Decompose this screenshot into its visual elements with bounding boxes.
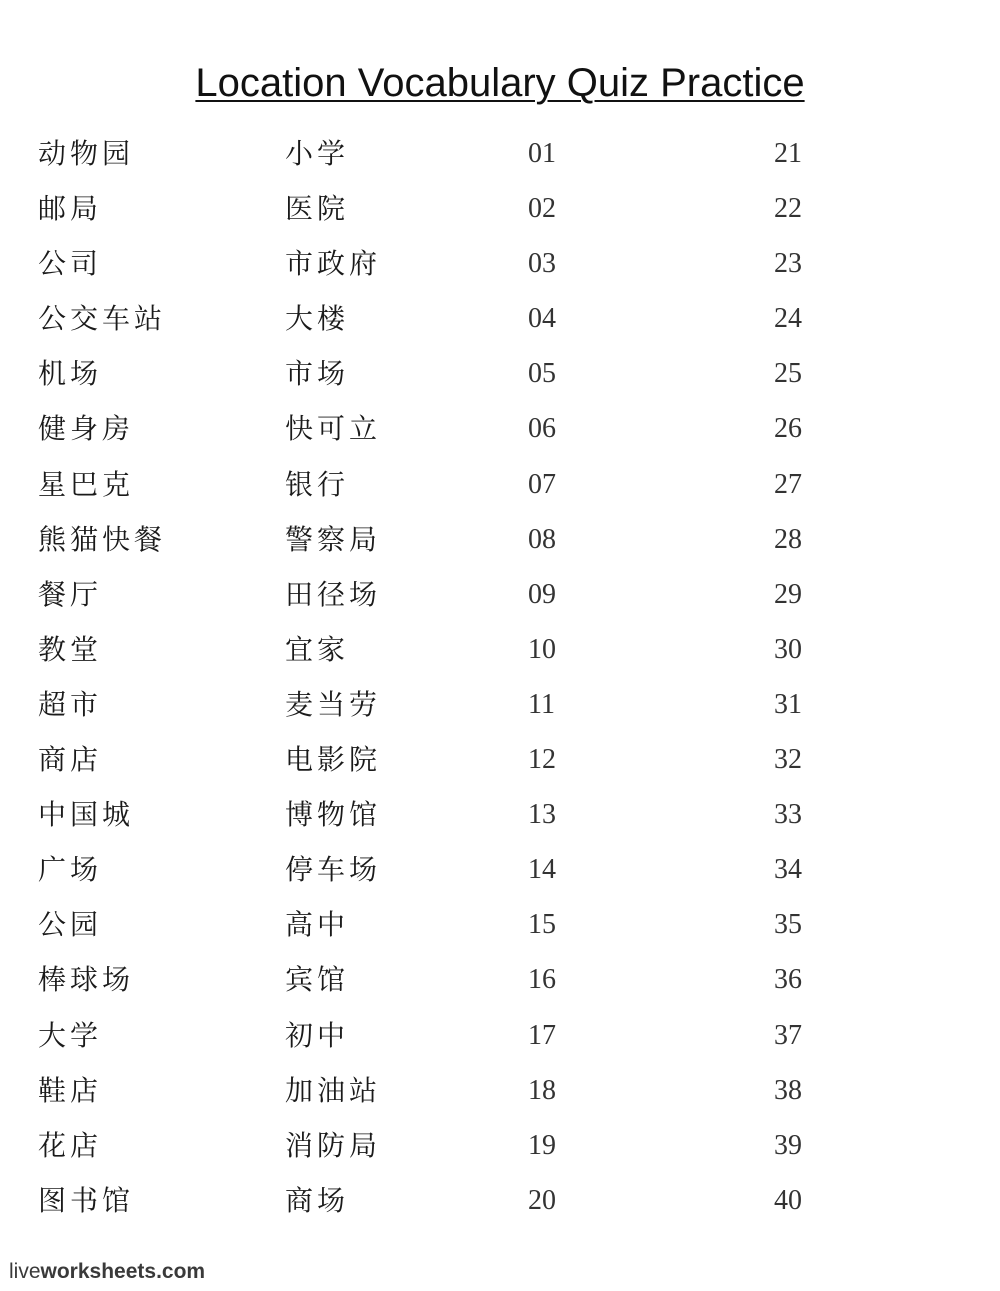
answer-number: 40 bbox=[774, 1184, 802, 1216]
vocab-word: 停车场 bbox=[285, 853, 382, 887]
vocab-word: 博物馆 bbox=[285, 798, 382, 832]
vocab-word: 快可立 bbox=[285, 412, 382, 446]
answer-number: 30 bbox=[774, 633, 802, 665]
vocab-row bbox=[0, 459, 1000, 514]
vocab-row bbox=[0, 238, 1000, 293]
answer-number: 04 bbox=[528, 303, 556, 335]
answer-number: 35 bbox=[774, 909, 802, 941]
vocab-word: 中国城 bbox=[38, 798, 135, 832]
vocab-word: 餐厅 bbox=[38, 577, 103, 611]
answer-number: 34 bbox=[774, 854, 802, 886]
answer-number: 24 bbox=[774, 303, 802, 335]
vocab-row bbox=[0, 128, 1000, 183]
answer-number: 09 bbox=[528, 578, 556, 610]
vocab-row bbox=[0, 1120, 1000, 1175]
answer-number: 10 bbox=[528, 633, 556, 665]
vocab-row bbox=[0, 844, 1000, 899]
vocab-word: 消防局 bbox=[285, 1128, 382, 1162]
vocab-word: 大楼 bbox=[285, 302, 350, 336]
vocab-word: 超市 bbox=[38, 687, 103, 721]
answer-number: 16 bbox=[528, 964, 556, 996]
answer-number: 08 bbox=[528, 523, 556, 555]
answer-number: 11 bbox=[528, 688, 555, 720]
logo-brand: worksheets bbox=[40, 1260, 157, 1283]
liveworksheets-logo bbox=[9, 1258, 205, 1286]
vocab-word: 小学 bbox=[285, 137, 350, 170]
vocab-row bbox=[0, 734, 1000, 789]
answer-number: 19 bbox=[528, 1129, 556, 1161]
vocab-row bbox=[0, 403, 1000, 458]
vocab-row bbox=[0, 514, 1000, 569]
vocab-word: 机场 bbox=[38, 357, 103, 391]
answer-number: 31 bbox=[774, 688, 802, 720]
vocab-word: 医院 bbox=[285, 192, 350, 226]
answer-number: 18 bbox=[528, 1074, 556, 1106]
vocab-word: 商店 bbox=[38, 743, 103, 777]
vocab-row bbox=[0, 1065, 1000, 1120]
vocab-word: 邮局 bbox=[38, 192, 103, 226]
answer-number: 37 bbox=[774, 1019, 802, 1051]
vocab-word: 健身房 bbox=[38, 412, 135, 446]
vocab-row bbox=[0, 789, 1000, 844]
vocab-word: 动物园 bbox=[38, 137, 135, 170]
vocabulary-grid bbox=[0, 128, 1000, 1230]
answer-number: 14 bbox=[528, 854, 556, 886]
logo-prefix: live bbox=[9, 1260, 41, 1283]
vocab-row bbox=[0, 954, 1000, 1009]
vocab-word: 熊猫快餐 bbox=[38, 522, 167, 556]
vocab-word: 棒球场 bbox=[38, 963, 135, 997]
answer-number: 33 bbox=[774, 799, 802, 831]
vocab-word: 鞋店 bbox=[38, 1073, 103, 1107]
vocab-row bbox=[0, 679, 1000, 734]
vocab-row bbox=[0, 1175, 1000, 1230]
vocab-word: 公园 bbox=[38, 908, 103, 942]
answer-number: 38 bbox=[774, 1074, 802, 1106]
answer-number: 20 bbox=[528, 1184, 556, 1216]
answer-number: 26 bbox=[774, 413, 802, 445]
vocab-row bbox=[0, 624, 1000, 679]
page-title: Location Vocabulary Quiz Practice bbox=[195, 61, 805, 105]
answer-number: 07 bbox=[528, 468, 556, 500]
answer-number: 36 bbox=[774, 964, 802, 996]
vocab-word: 初中 bbox=[285, 1018, 350, 1052]
answer-number: 27 bbox=[774, 468, 802, 500]
answer-number: 22 bbox=[774, 193, 802, 225]
vocab-word: 商场 bbox=[285, 1183, 350, 1217]
vocab-word: 教堂 bbox=[38, 632, 103, 666]
answer-number: 03 bbox=[528, 248, 556, 280]
vocab-row bbox=[0, 1010, 1000, 1065]
vocab-word: 银行 bbox=[285, 467, 350, 501]
vocab-word: 花店 bbox=[38, 1128, 103, 1162]
vocab-word: 电影院 bbox=[285, 743, 382, 777]
vocab-word: 公交车站 bbox=[38, 302, 167, 336]
answer-number: 13 bbox=[528, 799, 556, 831]
answer-number: 25 bbox=[774, 358, 802, 390]
answer-number: 05 bbox=[528, 358, 556, 390]
answer-number: 29 bbox=[774, 578, 802, 610]
vocab-word: 图书馆 bbox=[38, 1183, 135, 1217]
vocab-word: 麦当劳 bbox=[285, 687, 382, 721]
vocab-word: 大学 bbox=[38, 1018, 103, 1052]
vocab-word: 公司 bbox=[38, 247, 103, 281]
vocab-word: 加油站 bbox=[285, 1073, 382, 1107]
answer-number: 02 bbox=[528, 193, 556, 225]
vocab-word: 广场 bbox=[38, 853, 103, 887]
vocab-row bbox=[0, 293, 1000, 348]
answer-number: 28 bbox=[774, 523, 802, 555]
vocab-word: 宾馆 bbox=[285, 963, 350, 997]
vocab-row bbox=[0, 569, 1000, 624]
answer-number: 15 bbox=[528, 909, 556, 941]
answer-number: 17 bbox=[528, 1019, 556, 1051]
vocab-word: 田径场 bbox=[285, 577, 382, 611]
answer-number: 21 bbox=[774, 138, 802, 169]
vocab-word: 市场 bbox=[285, 357, 350, 391]
vocab-word: 宜家 bbox=[285, 632, 350, 666]
answer-number: 23 bbox=[774, 248, 802, 280]
vocab-word: 星巴克 bbox=[38, 467, 135, 501]
vocab-row bbox=[0, 183, 1000, 238]
answer-number: 01 bbox=[528, 138, 556, 169]
answer-number: 06 bbox=[528, 413, 556, 445]
answer-number: 32 bbox=[774, 744, 802, 776]
vocab-word: 市政府 bbox=[285, 247, 382, 281]
vocab-row bbox=[0, 899, 1000, 954]
logo-suffix: .com bbox=[156, 1260, 206, 1283]
vocab-row bbox=[0, 348, 1000, 403]
answer-number: 39 bbox=[774, 1129, 802, 1161]
vocab-word: 警察局 bbox=[285, 522, 382, 556]
answer-number: 12 bbox=[528, 744, 556, 776]
vocab-word: 高中 bbox=[285, 908, 350, 942]
